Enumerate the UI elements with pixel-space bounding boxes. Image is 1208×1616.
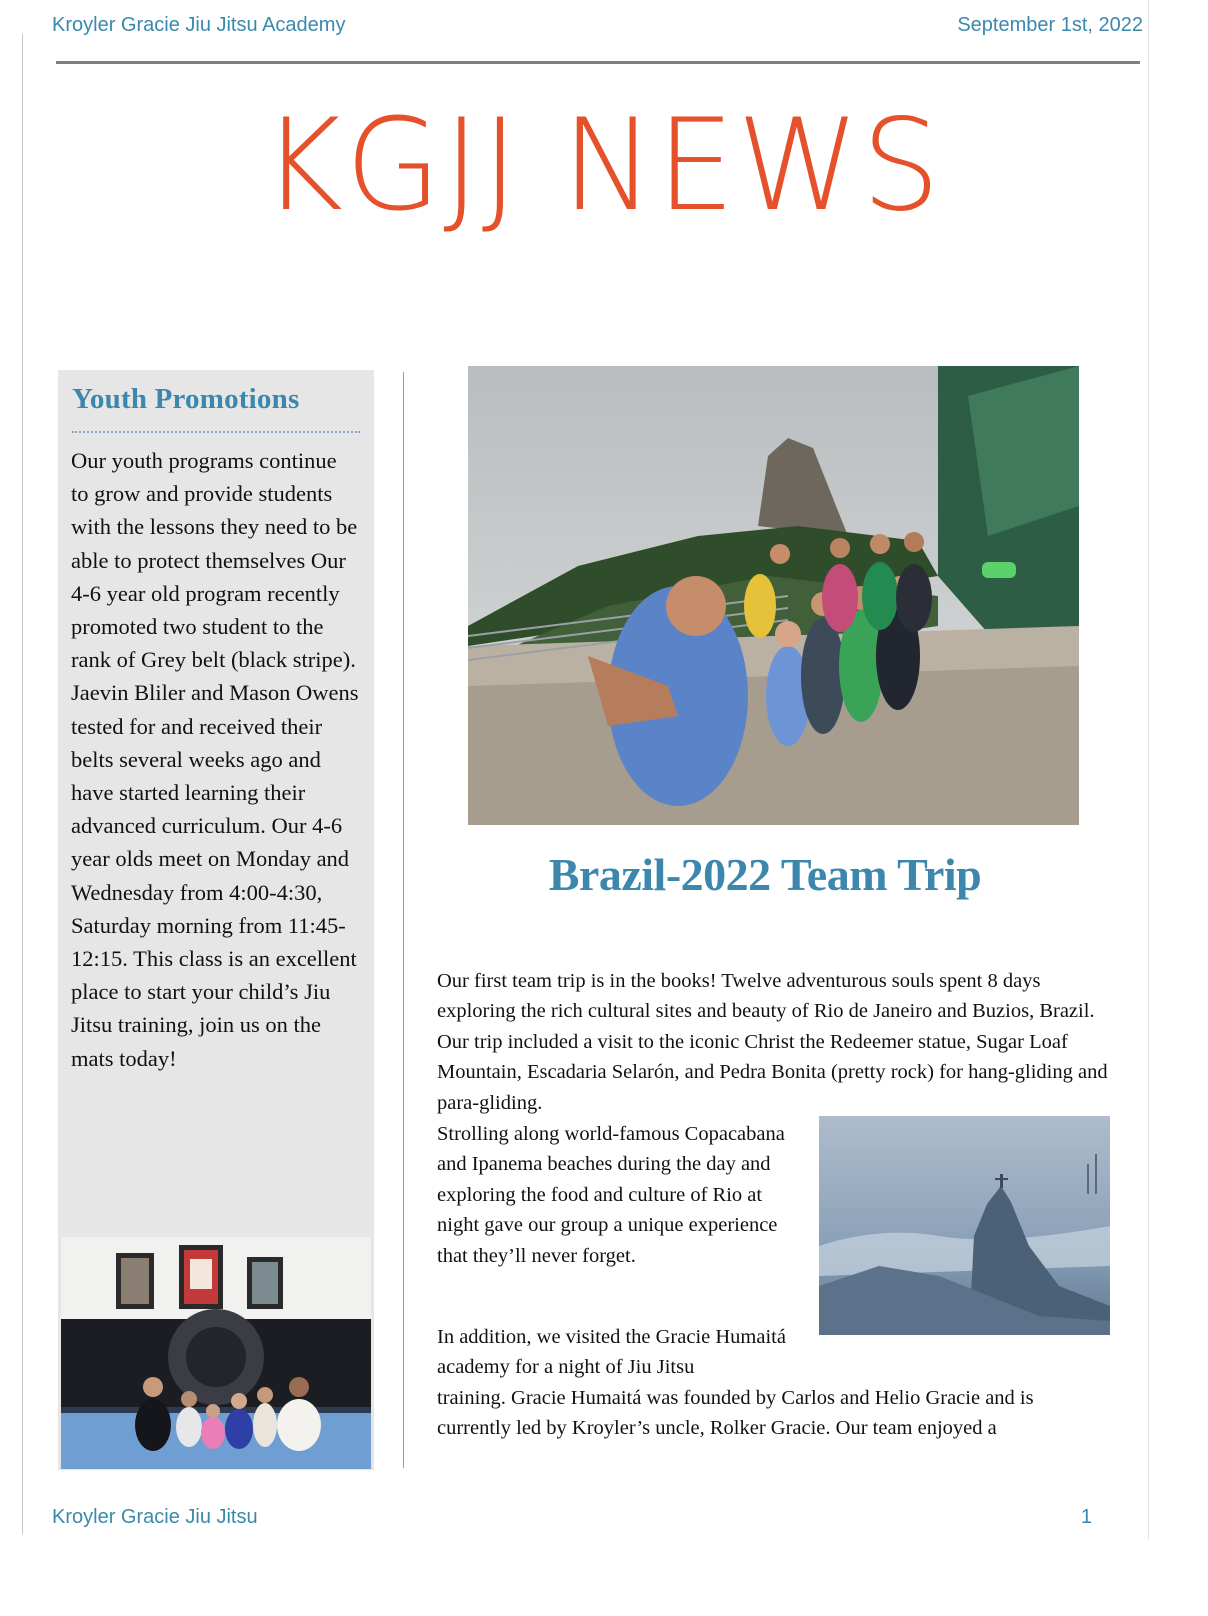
page-edge-right (1148, 0, 1149, 1540)
christ-redeemer-photo (819, 1116, 1110, 1335)
page-edge-left (22, 34, 23, 1534)
article-paragraph-3-start (437, 1322, 809, 1383)
sidebar-paragraph: Our youth programs continue to grow and provide students with the lessons they need to be able to protect themselves Our 4-6 year old program recently promoted two student to the rank of Grey belt (black stripe). Jaevin Bliler and Mason Owens tested for and received their belts several weeks ago and have started learning their advanced curriculum. Our 4-6 year olds meet on Monday and Wednesday from 4:00-4:30, Saturday morning from 11:45-12:15. This class is an excellent place to start your child’s Jiu Jitsu training, join us on the mats today! (71, 448, 359, 1071)
article-paragraph-3-continued-text: training. Gracie Humaitá was founded by Carlos and Helio Gracie and is currently led by Kroyler’s uncle, Rolker Gracie. Our team enjoyed a (437, 1387, 1034, 1440)
article-paragraph-1-text: Our first team trip is in the books! Twelve adventurous souls spent 8 days exploring the rich cultural sites and beauty of Rio de Janeiro and Buzios, Brazil. Our trip included a visit to the iconic Christ the Redeemer statue, Sugar Loaf Mountain, Escadaria Selarón, and Pedra Bonita (pretty rock) for hang-gliding and para-gliding. (437, 970, 1108, 1114)
footer-title: Kroyler Gracie Jiu Jitsu (52, 1506, 258, 1528)
article-paragraph-2-text: Strolling along world-famous Copacabana and Ipanema beaches during the day and exploring the food and culture of Rio at night gave our group a unique experience that they’ll never forget. (437, 1123, 785, 1267)
sidebar-title-divider (72, 431, 360, 433)
header-rule (56, 61, 1140, 64)
team-trip-photo (468, 366, 1079, 825)
sidebar-title: Youth Promotions (72, 383, 300, 415)
article-paragraph-3-continued (437, 1383, 1109, 1444)
header-academy-name: Kroyler Gracie Jiu Jitsu Academy (52, 14, 346, 36)
footer-page-number: 1 (1080, 1506, 1092, 1528)
article-paragraph-3-start-text: In addition, we visited the Gracie Humaitá academy for a night of Jiu Jitsu (437, 1326, 786, 1379)
sidebar-body (71, 444, 359, 1075)
masthead-title: KGJJ NEWS (261, 92, 943, 240)
youth-class-photo (61, 1237, 371, 1469)
article-paragraph-1 (437, 966, 1109, 1118)
column-divider (403, 372, 404, 1468)
header-date: September 1st, 2022 (957, 14, 1143, 36)
article-paragraph-2 (437, 1119, 809, 1271)
article-title: Brazil-2022 Team Trip (548, 849, 982, 900)
